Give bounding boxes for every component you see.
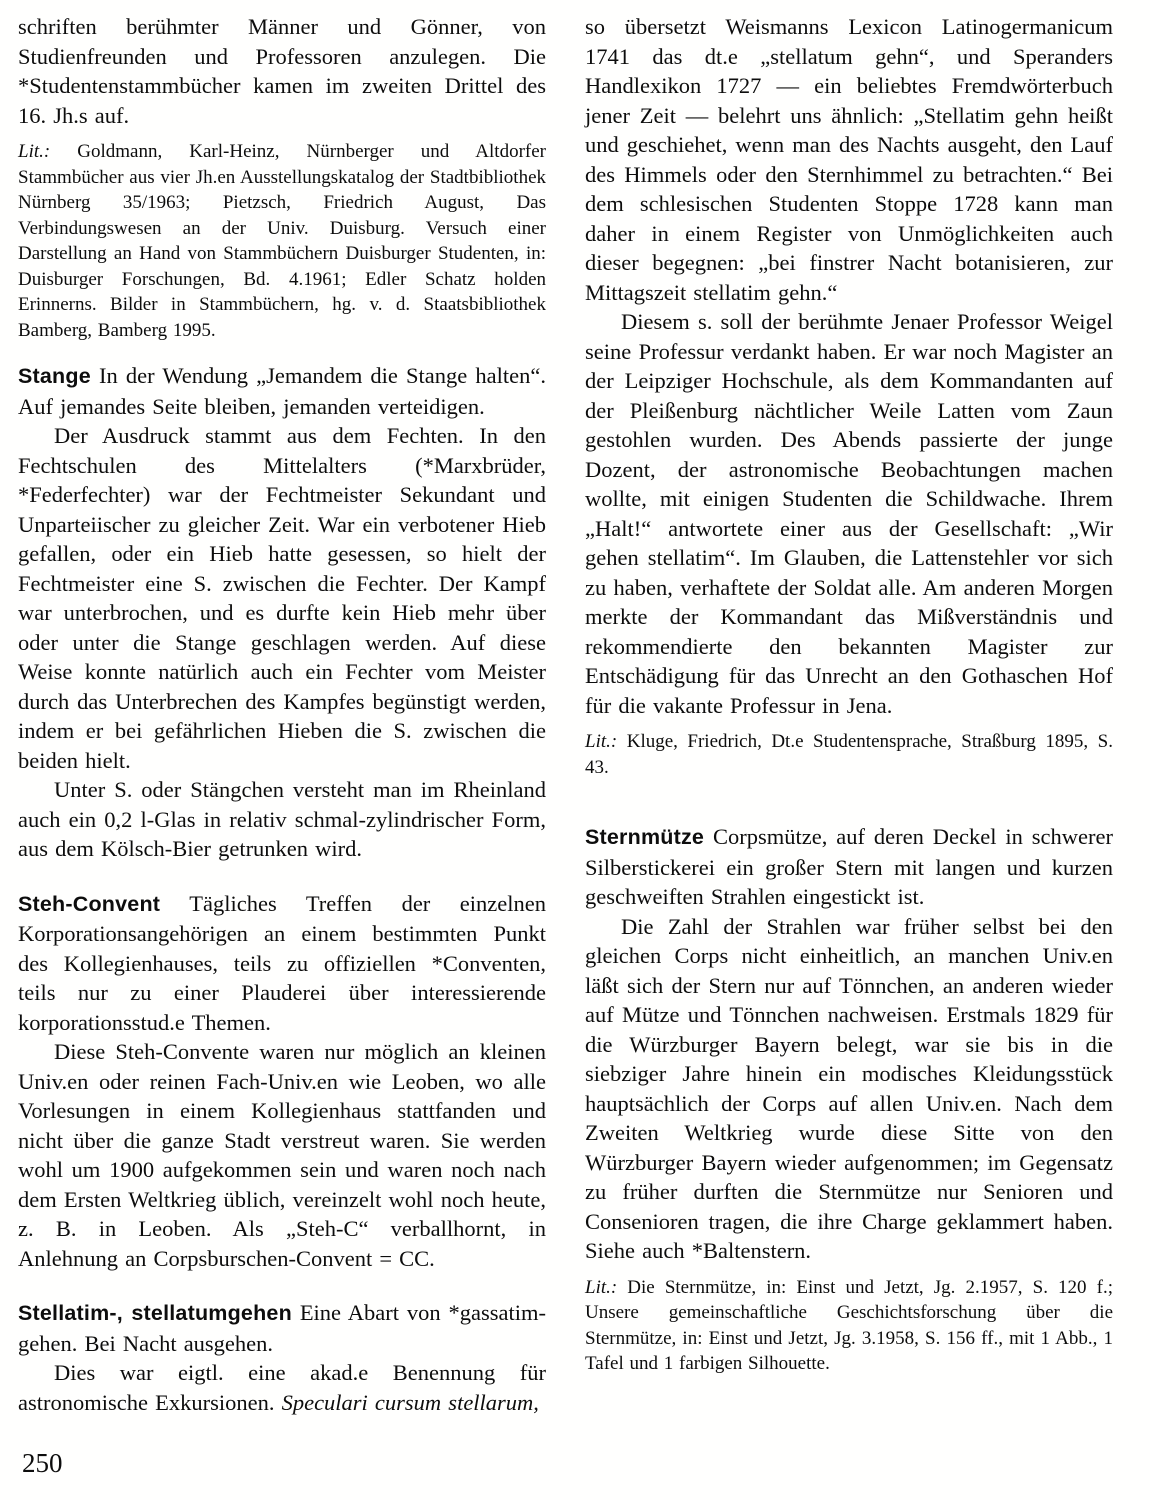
paragraph-steh-convente	[18, 1037, 546, 1273]
paragraph-text: Der Ausdruck stammt aus dem Fechten. In den Fechtschulen des Mittelalters (*Marxbrüder, *Federfechter) war der Fechtmeister Sekundant und Unparteiischer zu gleicher Zeit. War ein verbotener Hieb gefallen, oder ein Hieb hatte gesessen, so hielt der Fechtmeister eine S. zwischen die Fechter. Der Kampf war unterbrochen, und es durfte kein Hieb mehr über oder unter die Stange geschlagen werden. Auf diese Weise konnte natürlich auch ein Fechter vom Meister durch das Unterbrechen des Kampfes begünstigt werden, indem er bei gefährlichen Hieben die S. zwischen die beiden hielt.	[18, 423, 546, 773]
lit-label: Lit.:	[585, 731, 618, 752]
paragraph-text: Diesem s. soll der berühmte Jenaer Professor Weigel seine Professur verdankt haben. Er war noch Magister an der Leipziger Hochschule, als dem Kommandanten auf der Pleißenburg nächtlicher Weile Latten vom Zaun gestohlen wurden. Des Abends passierte der junge Dozent, der astronomische Beobachtungen machen wollte, mit einigen Studenten die Schildwache. Ihrem „Halt!“ antwortete einer aus der Gesellschaft: „Wir gehen stellatim“. Im Glauben, die Lattenstehler vor sich zu haben, verhaftete der Soldat alle. Am anderen Morgen merkte der Kommandant das Mißverständnis und rekommendierte den bekannten Magister zur Entschädigung für das Unrecht an den Gothaschen Hof für die vakante Professur in Jena.	[585, 309, 1113, 718]
paragraph-text: Unter S. oder Stängchen versteht man im Rheinland auch ein 0,2 l-Glas in relativ schmal-zylindrischer Form, aus dem Kölsch-Bier getrunken wird.	[18, 777, 546, 861]
paragraph-stange-rheinland	[18, 775, 546, 864]
paragraph-text: so übersetzt Weismanns Lexicon Latinogermanicum 1741 das dt.e „stellatum gehn“, und Speranders Handlexikon 1727 — ein beliebtes Fremdwörterbuch jener Zeit — belehrt uns ähnlich: „Stellatim gehn heißt und geschiehet, wenn man des Nachts ausgeht, den Lauf des Himmels oder den Sternhimmel zu betrachten.“ Bei dem schlesischen Studenten Stoppe 1728 kann man daher in einem Register von Unmöglichkeiten auch dieser begegnen: „bei finstrer Nacht botanisieren, zur Mittagszeit stellatim gehn.“	[585, 14, 1113, 305]
headword-stange: Stange	[18, 364, 91, 388]
paragraph-sternmuetze-strahlen	[585, 912, 1113, 1266]
entry-text: In der Wendung „Jemandem die Stange halten“. Auf jemandes Seite bleiben, jemanden verteidigen.	[18, 363, 546, 419]
paragraph-stellatim-akad	[18, 1358, 546, 1417]
headword-stellatim: Stellatim-, stellatumgehen	[18, 1301, 292, 1325]
left-column	[18, 12, 546, 1417]
entry-steh-convent	[18, 889, 546, 1038]
paragraph-stange-fechten	[18, 421, 546, 775]
entry-sternmuetze	[585, 822, 1113, 912]
latin-phrase: Speculari cursum stellarum,	[281, 1389, 539, 1415]
paragraph-weigel-anekdote	[585, 307, 1113, 720]
lit-block-kluge	[585, 729, 1113, 780]
lit-label: Lit.:	[18, 141, 51, 162]
page-number: 250	[22, 1448, 63, 1478]
headword-steh-convent: Steh-Convent	[18, 891, 161, 916]
entry-stange	[18, 361, 546, 421]
lit-text: Die Sternmütze, in: Einst und Jetzt, Jg. 2.1957, S. 120 f.; Unsere gemeinschaftliche Geschichtsforschung über die Sternmütze, in: Einst und Jetzt, Jg. 3.1958, S. 156 ff., mit 1 Abb., 1 Tafel und 1 farbigen Silhouette.	[585, 1276, 1113, 1374]
lit-label: Lit.:	[585, 1276, 618, 1298]
lit-block-stammbuch	[18, 139, 546, 343]
lit-block-sternmuetze	[585, 1275, 1113, 1377]
entry-text: Tägliches Treffen der einzelnen Korporationsangehörigen an einem bestimmten Punkt des Kollegienhauses, teils zu offiziellen *Conventen, teils nur zu einer Plauderei über interessierende korporationsstud.e Themen.	[18, 890, 546, 1035]
headword-sternmuetze: Sternmütze	[585, 825, 705, 849]
paragraph-continuation-stellatim	[585, 12, 1113, 307]
entry-stellatim	[18, 1298, 546, 1358]
paragraph-text: Diese Steh-Convente waren nur möglich an kleinen Univ.en oder reinen Fach-Univ.en wie Leoben, wo alle Vorlesungen in einem Kollegienhaus stattfanden und nicht über die ganze Stadt verstreut waren. Sie werden wohl um 1900 aufgekommen sein und waren noch nach dem Ersten Weltkrieg üblich, vereinzelt wohl noch heute, z. B. in Leoben. Als „Steh-C“ verballhornt, in Anlehnung an Corpsburschen-Convent = CC.	[18, 1039, 546, 1271]
paragraph-text: Die Zahl der Strahlen war früher selbst bei den gleichen Corps nicht einheitlich, an manchen Univ.en läßt sich der Stern nur auf Tönnchen, an anderen wieder auf Mütze und Tönnchen nachweisen. Erstmals 1829 für die Würzburger Bayern belegt, war sie bis in die siebziger Jahre hinein ein modisches Kleidungsstück hauptsächlich der Corps auf allen Univ.en. Nach dem Zweiten Weltkrieg wurde diese Sitte von den Würzburger Bayern wieder aufgenommen; im Gegensatz zu früher durften die Sternmütze nur Senioren und Consenioren tragen, die ihre Charge geklammert haben. Siehe auch *Baltenstern.	[585, 913, 1113, 1263]
entry-text: Corpsmütze, auf deren Deckel in schwerer Silberstickerei ein großer Stern mit langen und kurzen geschweiften Strahlen eingestickt ist.	[585, 824, 1113, 909]
paragraph-continuation-stammbuch	[18, 12, 546, 130]
lit-text: Goldmann, Karl-Heinz, Nürnberger und Altdorfer Stammbücher aus vier Jh.en Ausstellungskatalog der Stadtbibliothek Nürnberg 35/1963; Pietzsch, Friedrich August, Das Verbindungswesen an der Univ. Duisburg. Versuch einer Darstellung an Hand von Stammbüchern Duisburger Studenten, in: Duisburger Forschungen, Bd. 4.1961; Edler Schatz holden Erinnerns. Bilder in Stammbüchern, hg. v. d. Staatsbibliothek Bamberg, Bamberg 1995.	[18, 141, 546, 341]
paragraph-text: Dies war eigtl. eine akad.e Benennung für astronomische Exkursionen.	[18, 1360, 546, 1415]
right-column	[585, 12, 1113, 1377]
lit-text: Kluge, Friedrich, Dt.e Studentensprache, Straßburg 1895, S. 43.	[585, 731, 1113, 778]
entry-text: Eine Abart von *gassatim-gehen. Bei Nacht ausgehen.	[18, 1300, 546, 1356]
paragraph-text: schriften berühmter Männer und Gönner, von Studienfreunden und Professoren anzulegen. Die *Studentenstammbücher kamen im zweiten Drittel des 16. Jh.s auf.	[18, 14, 546, 128]
